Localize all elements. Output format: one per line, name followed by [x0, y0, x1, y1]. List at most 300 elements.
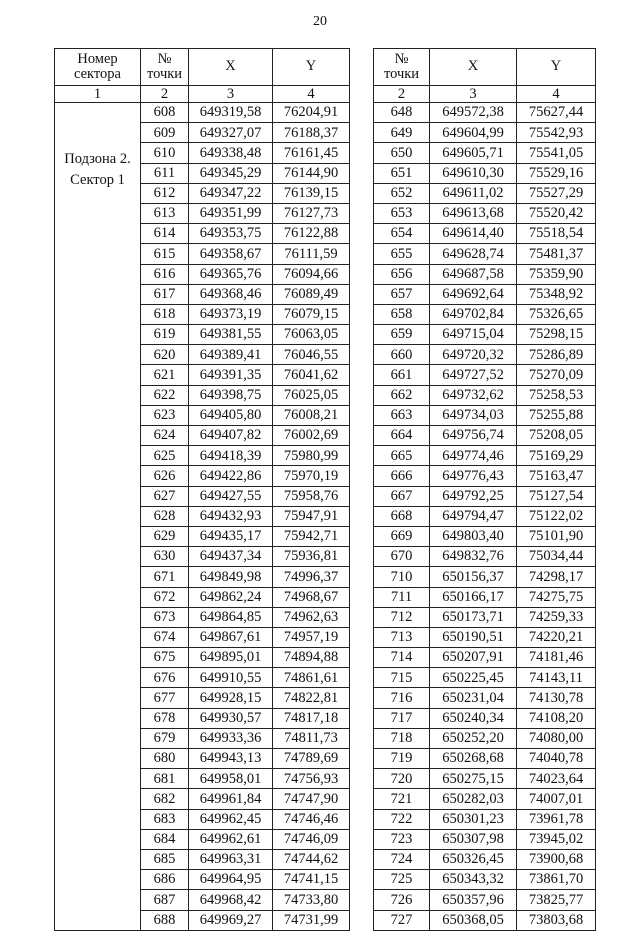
x-cell: 649407,82 — [189, 426, 273, 446]
x-cell: 649358,67 — [189, 244, 273, 264]
y-cell: 75208,05 — [517, 426, 596, 446]
y-cell: 74275,75 — [517, 587, 596, 607]
header-y: Y — [517, 49, 596, 86]
x-cell: 649628,74 — [430, 244, 517, 264]
header-row — [55, 49, 350, 86]
point-number-cell: 620 — [141, 345, 189, 365]
y-cell: 73825,77 — [517, 890, 596, 910]
point-number-cell: 653 — [374, 203, 430, 223]
table-row — [374, 244, 596, 264]
y-cell: 76008,21 — [273, 405, 350, 425]
table-row — [374, 325, 596, 345]
point-number-cell: 710 — [374, 567, 430, 587]
x-cell: 649962,45 — [189, 809, 273, 829]
table-row — [374, 385, 596, 405]
point-number-cell: 678 — [141, 708, 189, 728]
y-cell: 74962,63 — [273, 607, 350, 627]
point-number-cell: 610 — [141, 143, 189, 163]
point-number-cell: 628 — [141, 506, 189, 526]
x-cell: 649930,57 — [189, 708, 273, 728]
x-cell: 649958,01 — [189, 769, 273, 789]
y-cell: 75627,44 — [517, 103, 596, 123]
x-cell: 649867,61 — [189, 627, 273, 647]
x-cell: 649319,58 — [189, 103, 273, 123]
x-cell: 649963,31 — [189, 849, 273, 869]
y-cell: 76188,37 — [273, 123, 350, 143]
x-cell: 649418,39 — [189, 446, 273, 466]
y-cell: 76025,05 — [273, 385, 350, 405]
point-number-cell: 675 — [141, 648, 189, 668]
sector-label: Подзона 2. Сектор 1 — [55, 103, 141, 931]
point-number-cell: 669 — [374, 526, 430, 546]
table-row — [374, 203, 596, 223]
header-number-4: 4 — [273, 86, 350, 103]
y-cell: 74023,64 — [517, 769, 596, 789]
point-number-cell: 655 — [374, 244, 430, 264]
table-row — [374, 426, 596, 446]
table-row — [374, 769, 596, 789]
header-y: Y — [273, 49, 350, 86]
table-row — [374, 446, 596, 466]
point-number-cell: 656 — [374, 264, 430, 284]
header-x: X — [189, 49, 273, 86]
point-number-cell: 724 — [374, 849, 430, 869]
point-number-cell: 673 — [141, 607, 189, 627]
point-number-cell: 623 — [141, 405, 189, 425]
x-cell: 650275,15 — [430, 769, 517, 789]
point-number-cell: 718 — [374, 728, 430, 748]
table-row — [374, 486, 596, 506]
table-row — [374, 547, 596, 567]
header-number-row — [374, 86, 596, 103]
right-coordinates-table — [373, 48, 596, 931]
table-row — [374, 526, 596, 546]
table-row — [374, 849, 596, 869]
x-cell: 649864,85 — [189, 607, 273, 627]
x-cell: 649720,32 — [430, 345, 517, 365]
y-cell: 74220,21 — [517, 627, 596, 647]
x-cell: 649961,84 — [189, 789, 273, 809]
x-cell: 649373,19 — [189, 304, 273, 324]
point-number-cell: 625 — [141, 446, 189, 466]
point-number-cell: 609 — [141, 123, 189, 143]
y-cell: 75169,29 — [517, 446, 596, 466]
y-cell: 74143,11 — [517, 668, 596, 688]
point-number-cell: 662 — [374, 385, 430, 405]
header-number-row — [55, 86, 350, 103]
x-cell: 649604,99 — [430, 123, 517, 143]
y-cell: 75541,05 — [517, 143, 596, 163]
x-cell: 650301,23 — [430, 809, 517, 829]
x-cell: 649968,42 — [189, 890, 273, 910]
y-cell: 75286,89 — [517, 345, 596, 365]
y-cell: 74822,81 — [273, 688, 350, 708]
y-cell: 75270,09 — [517, 365, 596, 385]
y-cell: 75255,88 — [517, 405, 596, 425]
y-cell: 75942,71 — [273, 526, 350, 546]
x-cell: 649422,86 — [189, 466, 273, 486]
table-row — [374, 708, 596, 728]
x-cell: 650343,32 — [430, 870, 517, 890]
point-number-cell: 722 — [374, 809, 430, 829]
point-number-cell: 719 — [374, 749, 430, 769]
y-cell: 75359,90 — [517, 264, 596, 284]
point-number-cell: 649 — [374, 123, 430, 143]
point-number-cell: 667 — [374, 486, 430, 506]
table-row — [374, 567, 596, 587]
table-row — [374, 466, 596, 486]
x-cell: 649338,48 — [189, 143, 273, 163]
point-number-cell: 654 — [374, 224, 430, 244]
x-cell: 649353,75 — [189, 224, 273, 244]
point-number-cell: 687 — [141, 890, 189, 910]
y-cell: 75518,54 — [517, 224, 596, 244]
table-row — [374, 870, 596, 890]
point-number-cell: 674 — [141, 627, 189, 647]
y-cell: 76041,62 — [273, 365, 350, 385]
x-cell: 649432,93 — [189, 506, 273, 526]
point-number-cell: 679 — [141, 728, 189, 748]
y-cell: 75101,90 — [517, 526, 596, 546]
page-number: 20 — [313, 14, 327, 29]
x-cell: 650207,91 — [430, 648, 517, 668]
y-cell: 74996,37 — [273, 567, 350, 587]
table-row — [374, 587, 596, 607]
table-row — [374, 890, 596, 910]
y-cell: 75298,15 — [517, 325, 596, 345]
point-number-cell: 716 — [374, 688, 430, 708]
y-cell: 74747,90 — [273, 789, 350, 809]
table-row — [374, 648, 596, 668]
y-cell: 75348,92 — [517, 284, 596, 304]
table-row — [374, 163, 596, 183]
x-cell: 650307,98 — [430, 829, 517, 849]
y-cell: 75034,44 — [517, 547, 596, 567]
x-cell: 649365,76 — [189, 264, 273, 284]
y-cell: 75980,99 — [273, 446, 350, 466]
y-cell: 74741,15 — [273, 870, 350, 890]
y-cell: 75527,29 — [517, 183, 596, 203]
y-cell: 76002,69 — [273, 426, 350, 446]
x-cell: 649776,43 — [430, 466, 517, 486]
point-number-cell: 680 — [141, 749, 189, 769]
y-cell: 74733,80 — [273, 890, 350, 910]
point-number-cell: 661 — [374, 365, 430, 385]
point-number-cell: 721 — [374, 789, 430, 809]
point-number-cell: 682 — [141, 789, 189, 809]
point-number-cell: 619 — [141, 325, 189, 345]
point-number-cell: 630 — [141, 547, 189, 567]
point-number-cell: 670 — [374, 547, 430, 567]
x-cell: 649437,34 — [189, 547, 273, 567]
y-cell: 76139,15 — [273, 183, 350, 203]
y-cell: 74007,01 — [517, 789, 596, 809]
y-cell: 75958,76 — [273, 486, 350, 506]
point-number-cell: 612 — [141, 183, 189, 203]
point-number-cell: 672 — [141, 587, 189, 607]
x-cell: 649933,36 — [189, 728, 273, 748]
point-number-cell: 622 — [141, 385, 189, 405]
point-number-cell: 665 — [374, 446, 430, 466]
table-row — [374, 224, 596, 244]
y-cell: 75936,81 — [273, 547, 350, 567]
y-cell: 74181,46 — [517, 648, 596, 668]
point-number-cell: 650 — [374, 143, 430, 163]
y-cell: 76144,90 — [273, 163, 350, 183]
point-number-cell: 608 — [141, 103, 189, 123]
point-number-cell: 681 — [141, 769, 189, 789]
y-cell: 74861,61 — [273, 668, 350, 688]
point-number-cell: 663 — [374, 405, 430, 425]
x-cell: 649794,47 — [430, 506, 517, 526]
x-cell: 649368,46 — [189, 284, 273, 304]
table-row — [374, 264, 596, 284]
y-cell: 74789,69 — [273, 749, 350, 769]
y-cell: 75258,53 — [517, 385, 596, 405]
point-number-cell: 611 — [141, 163, 189, 183]
x-cell: 649611,02 — [430, 183, 517, 203]
point-number-cell: 726 — [374, 890, 430, 910]
point-number-cell: 717 — [374, 708, 430, 728]
table-row — [374, 365, 596, 385]
x-cell: 650173,71 — [430, 607, 517, 627]
point-number-cell: 613 — [141, 203, 189, 223]
table-row — [374, 304, 596, 324]
x-cell: 650326,45 — [430, 849, 517, 869]
point-number-cell: 616 — [141, 264, 189, 284]
y-cell: 75122,02 — [517, 506, 596, 526]
x-cell: 650282,03 — [430, 789, 517, 809]
point-number-cell: 615 — [141, 244, 189, 264]
point-number-cell: 684 — [141, 829, 189, 849]
y-cell: 76063,05 — [273, 325, 350, 345]
y-cell: 76094,66 — [273, 264, 350, 284]
x-cell: 649962,61 — [189, 829, 273, 849]
point-number-cell: 624 — [141, 426, 189, 446]
point-number-cell: 683 — [141, 809, 189, 829]
table-row — [374, 910, 596, 930]
point-number-cell: 666 — [374, 466, 430, 486]
y-cell: 76122,88 — [273, 224, 350, 244]
table-row — [374, 809, 596, 829]
table-row — [374, 627, 596, 647]
x-cell: 649792,25 — [430, 486, 517, 506]
header-number-3: 3 — [430, 86, 517, 103]
header-x: X — [430, 49, 517, 86]
x-cell: 650190,51 — [430, 627, 517, 647]
y-cell: 75529,16 — [517, 163, 596, 183]
point-number-cell: 617 — [141, 284, 189, 304]
y-cell: 75127,54 — [517, 486, 596, 506]
table-row — [374, 749, 596, 769]
point-number-cell: 629 — [141, 526, 189, 546]
y-cell: 76161,45 — [273, 143, 350, 163]
point-number-cell: 658 — [374, 304, 430, 324]
x-cell: 649849,98 — [189, 567, 273, 587]
point-number-cell: 671 — [141, 567, 189, 587]
left-coordinates-table — [54, 48, 350, 931]
y-cell: 74040,78 — [517, 749, 596, 769]
point-number-cell: 626 — [141, 466, 189, 486]
table-row — [374, 103, 596, 123]
y-cell: 76046,55 — [273, 345, 350, 365]
x-cell: 649756,74 — [430, 426, 517, 446]
header-sector-number: Номер сектора — [55, 49, 141, 86]
x-cell: 649613,68 — [430, 203, 517, 223]
y-cell: 74894,88 — [273, 648, 350, 668]
point-number-cell: 668 — [374, 506, 430, 526]
y-cell: 74746,09 — [273, 829, 350, 849]
y-cell: 74746,46 — [273, 809, 350, 829]
header-number-1: 1 — [55, 86, 141, 103]
point-number-cell: 621 — [141, 365, 189, 385]
header-number-2: 2 — [374, 86, 430, 103]
x-cell: 649427,55 — [189, 486, 273, 506]
x-cell: 650357,96 — [430, 890, 517, 910]
y-cell: 74130,78 — [517, 688, 596, 708]
x-cell: 649391,35 — [189, 365, 273, 385]
point-number-cell: 651 — [374, 163, 430, 183]
y-cell: 76089,49 — [273, 284, 350, 304]
y-cell: 75520,42 — [517, 203, 596, 223]
header-number-4: 4 — [517, 86, 596, 103]
header-number-2: 2 — [141, 86, 189, 103]
table-row — [374, 668, 596, 688]
y-cell: 76127,73 — [273, 203, 350, 223]
point-number-cell: 725 — [374, 870, 430, 890]
point-number-cell: 657 — [374, 284, 430, 304]
point-number-cell: 720 — [374, 769, 430, 789]
x-cell: 649398,75 — [189, 385, 273, 405]
point-number-cell: 688 — [141, 910, 189, 930]
point-number-cell: 648 — [374, 103, 430, 123]
point-number-cell: 686 — [141, 870, 189, 890]
y-cell: 74756,93 — [273, 769, 350, 789]
x-cell: 649351,99 — [189, 203, 273, 223]
y-cell: 74080,00 — [517, 728, 596, 748]
point-number-cell: 677 — [141, 688, 189, 708]
x-cell: 649732,62 — [430, 385, 517, 405]
table-row — [374, 829, 596, 849]
y-cell: 75163,47 — [517, 466, 596, 486]
table-row — [374, 728, 596, 748]
x-cell: 649727,52 — [430, 365, 517, 385]
point-number-cell: 714 — [374, 648, 430, 668]
table-row — [374, 183, 596, 203]
point-number-cell: 618 — [141, 304, 189, 324]
x-cell: 649774,46 — [430, 446, 517, 466]
x-cell: 649614,40 — [430, 224, 517, 244]
y-cell: 74259,33 — [517, 607, 596, 627]
x-cell: 649910,55 — [189, 668, 273, 688]
x-cell: 649692,64 — [430, 284, 517, 304]
x-cell: 649803,40 — [430, 526, 517, 546]
x-cell: 649327,07 — [189, 123, 273, 143]
table-row — [374, 506, 596, 526]
y-cell: 75970,19 — [273, 466, 350, 486]
point-number-cell: 711 — [374, 587, 430, 607]
x-cell: 650225,45 — [430, 668, 517, 688]
table-row — [374, 405, 596, 425]
point-number-cell: 676 — [141, 668, 189, 688]
point-number-cell: 614 — [141, 224, 189, 244]
x-cell: 649702,84 — [430, 304, 517, 324]
x-cell: 649605,71 — [430, 143, 517, 163]
y-cell: 75481,37 — [517, 244, 596, 264]
point-number-cell: 627 — [141, 486, 189, 506]
y-cell: 74108,20 — [517, 708, 596, 728]
x-cell: 649435,17 — [189, 526, 273, 546]
y-cell: 76079,15 — [273, 304, 350, 324]
x-cell: 649928,15 — [189, 688, 273, 708]
header-row — [374, 49, 596, 86]
x-cell: 649405,80 — [189, 405, 273, 425]
x-cell: 649969,27 — [189, 910, 273, 930]
y-cell: 73945,02 — [517, 829, 596, 849]
x-cell: 649943,13 — [189, 749, 273, 769]
header-point-number: № точки — [141, 49, 189, 86]
point-number-cell: 712 — [374, 607, 430, 627]
table-row — [374, 607, 596, 627]
x-cell: 649347,22 — [189, 183, 273, 203]
x-cell: 650252,20 — [430, 728, 517, 748]
x-cell: 650166,17 — [430, 587, 517, 607]
x-cell: 650368,05 — [430, 910, 517, 930]
point-number-cell: 664 — [374, 426, 430, 446]
x-cell: 649381,55 — [189, 325, 273, 345]
x-cell: 649832,76 — [430, 547, 517, 567]
point-number-cell: 723 — [374, 829, 430, 849]
y-cell: 75947,91 — [273, 506, 350, 526]
point-number-cell: 652 — [374, 183, 430, 203]
x-cell: 649895,01 — [189, 648, 273, 668]
x-cell: 649572,38 — [430, 103, 517, 123]
y-cell: 74731,99 — [273, 910, 350, 930]
point-number-cell: 659 — [374, 325, 430, 345]
x-cell: 650240,34 — [430, 708, 517, 728]
x-cell: 649389,41 — [189, 345, 273, 365]
x-cell: 649734,03 — [430, 405, 517, 425]
x-cell: 649715,04 — [430, 325, 517, 345]
point-number-cell: 715 — [374, 668, 430, 688]
y-cell: 74298,17 — [517, 567, 596, 587]
y-cell: 73861,70 — [517, 870, 596, 890]
y-cell: 75326,65 — [517, 304, 596, 324]
header-number-3: 3 — [189, 86, 273, 103]
x-cell: 650268,68 — [430, 749, 517, 769]
y-cell: 73900,68 — [517, 849, 596, 869]
x-cell: 649862,24 — [189, 587, 273, 607]
table-row — [374, 123, 596, 143]
x-cell: 649610,30 — [430, 163, 517, 183]
table-row — [374, 345, 596, 365]
point-number-cell: 685 — [141, 849, 189, 869]
table-row — [55, 103, 350, 123]
y-cell: 74817,18 — [273, 708, 350, 728]
x-cell: 650156,37 — [430, 567, 517, 587]
table-row — [374, 789, 596, 809]
table-row — [374, 688, 596, 708]
y-cell: 75542,93 — [517, 123, 596, 143]
x-cell: 650231,04 — [430, 688, 517, 708]
table-row — [374, 284, 596, 304]
header-point-number: № точки — [374, 49, 430, 86]
y-cell: 73803,68 — [517, 910, 596, 930]
point-number-cell: 727 — [374, 910, 430, 930]
point-number-cell: 660 — [374, 345, 430, 365]
y-cell: 74744,62 — [273, 849, 350, 869]
x-cell: 649345,29 — [189, 163, 273, 183]
